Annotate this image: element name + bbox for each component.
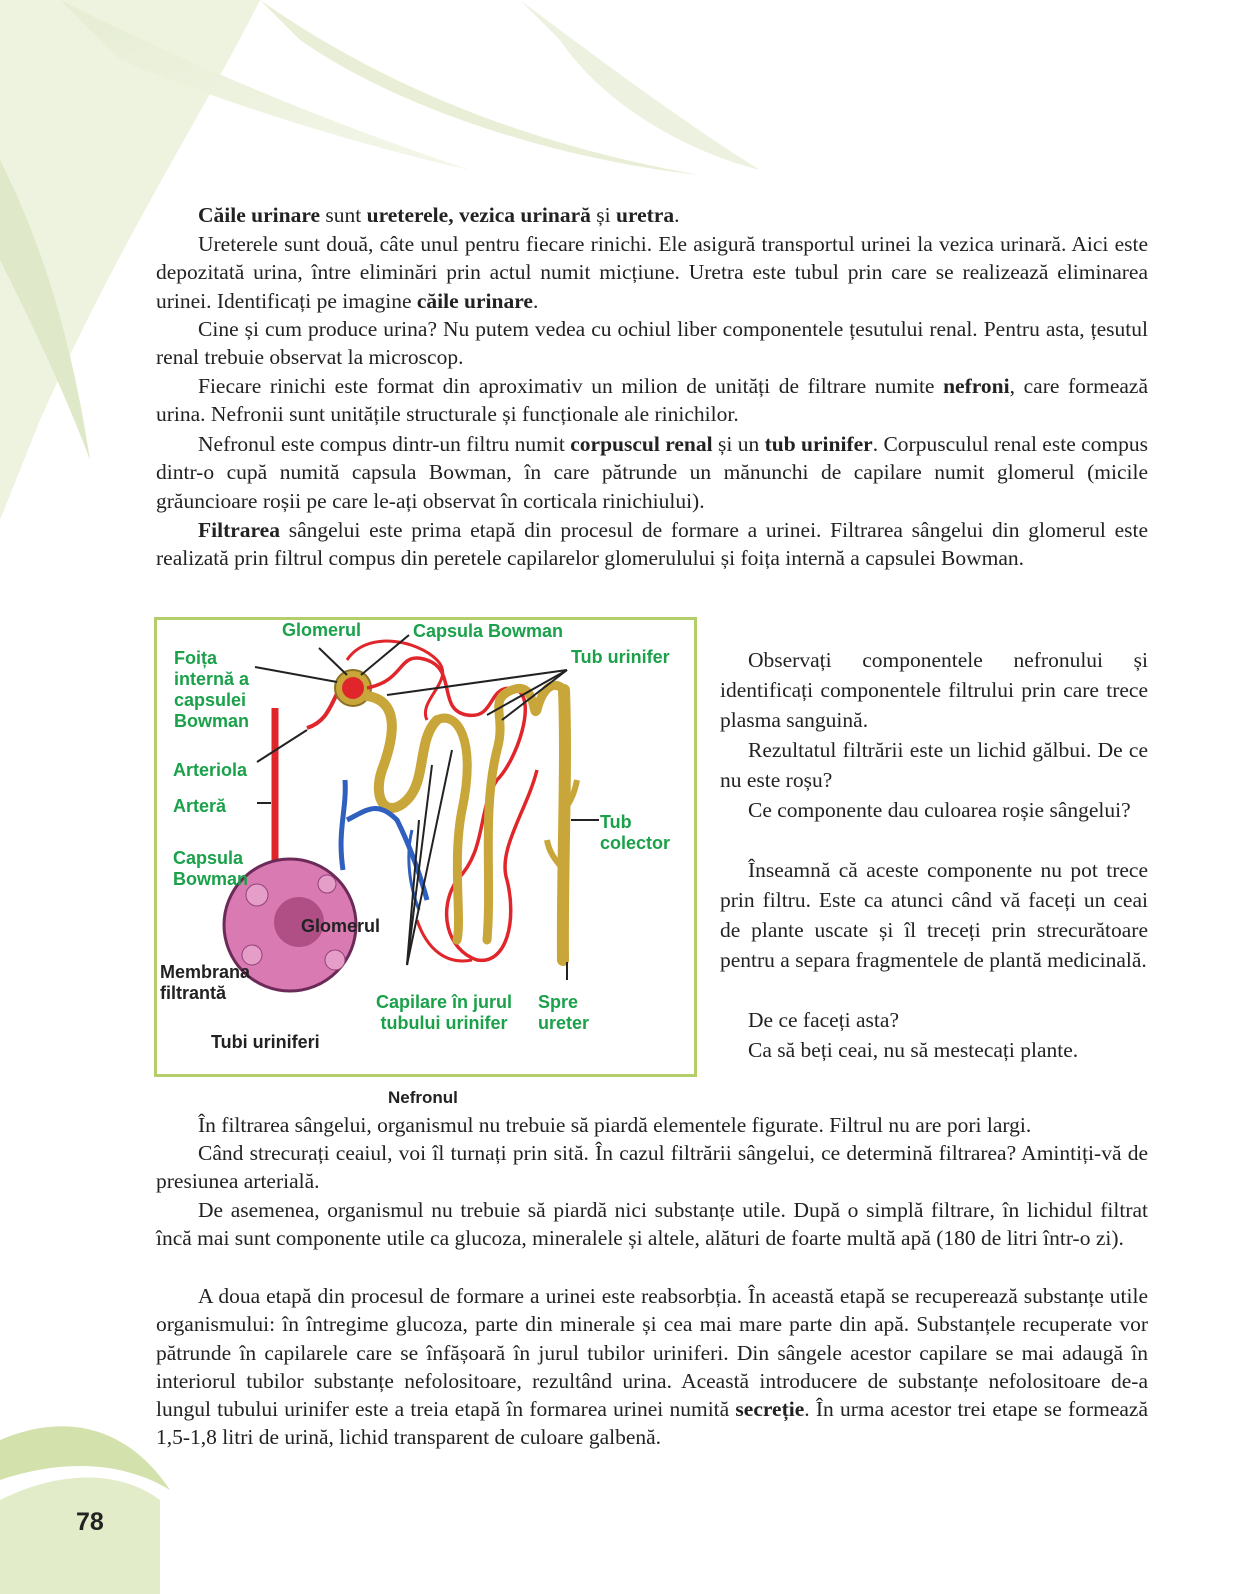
bold-term: Filtrarea [198, 518, 280, 542]
text-run: În filtrarea sângelui, organismul nu trebuie să piardă elementele figurate. Filtrul nu are pori largi. [198, 1113, 1032, 1137]
text-run: Fiecare rinichi este format din aproximativ un milion de unități de filtrare numite [198, 374, 944, 398]
label-tub-urinifer: Tub urinifer [571, 647, 670, 667]
side-paragraph-3 [720, 795, 1148, 825]
side-paragraph-4 [720, 855, 1148, 975]
collecting-duct [563, 690, 565, 960]
text-run: sunt [320, 203, 367, 227]
label-capilare: Capilare în jurul tubului urinifer [376, 992, 513, 1033]
paragraph-nefroni [156, 372, 1148, 429]
paragraph-nefronul [156, 430, 1148, 515]
side-paragraph-5 [720, 1005, 1148, 1035]
nephron-figure [154, 617, 697, 1077]
text-run: , care formează urina. Nefronii sunt unitățile structurale și funcționale ale rinichilor. [156, 374, 1148, 427]
side-paragraph-2 [720, 735, 1148, 795]
text-run: De ce faceți asta? [748, 1008, 899, 1032]
text-run: sângelui este prima etapă din procesul de formare a urinei. Filtrarea sângelui din glomerul este realizată prin filtrul compus din peretele capilarelor glomerulului și foița internă a capsulei Bowman. [156, 518, 1148, 571]
label-glomerul-inset: Glomerul [301, 916, 381, 936]
paragraph-strecurati-ceaiul [156, 1139, 1148, 1196]
text-run: Înseamnă că aceste componente nu pot trece prin filtru. Este ca atunci când vă faceți un ceai de plante uscate și îl treceți prin strecurătoare pentru a separa fragmentele de plantă medicinală. [720, 858, 1148, 972]
label-membrana-filtranta: Membrana filtrantă [160, 962, 251, 1003]
text-run: Rezultatul filtrării este un lichid gălbui. De ce nu este roșu? [720, 738, 1148, 792]
label-capsula-bowman-top: Capsula Bowman [413, 621, 564, 641]
text-run: . [532, 288, 539, 313]
paragraph-cai-urinare [156, 201, 1148, 229]
bold-term: secreție [735, 1397, 805, 1422]
text-run: . Corpusculul renal este compus dintr-o cupă numită capsula Bowman, în care pătrunde un mănunchi de capilare numit glomerul (micile grăuncioare roșii pe care le-ați observat în corticala rinichiului). [156, 432, 1148, 513]
bold-term: corpuscul renal [570, 432, 713, 456]
bold-term: ureterele, vezica urinară [366, 203, 591, 227]
text-run: și un [712, 432, 765, 456]
glomerulus-shape [342, 677, 364, 699]
text-run: Nefronul este compus dintr-un filtru numit [198, 432, 571, 456]
text-run: Când strecurați ceaiul, voi îl turnați prin sită. În cazul filtrării sângelui, ce determină filtrarea? Amintiți-vă de presiunea arterială. [156, 1141, 1148, 1194]
label-glomerul-top: Glomerul [282, 620, 362, 640]
side-paragraph-6 [720, 1035, 1148, 1065]
text-run: Ureterele sunt două, câte unul pentru fiecare rinichi. Ele asigură transportul urinei la vezica urinară. Aici este depozitată urina, între eliminări prin actul numit micțiune. Uretra este tubul prin care se realizează eliminarea urinei. Identificați pe imagine [156, 232, 1148, 313]
bold-term: nefroni [943, 374, 1010, 398]
paragraph-substante-utile [156, 1196, 1148, 1253]
text-run: A doua etapă din procesul de formare a urinei este reabsorbția. În această etapă se recuperează substanțe utile organismului: în întregime glucoza, parte din minerale și cea mai mare parte din apă. Substanțele recuperate vor pătrunde în capilarele care se înfășoară în jurul tubilor uriniferi. Din sângele acestor capilare se mai adaugă în interiorul tubilor substanțe nefolositoare, rezultând urina. Această introducere de substanțe nefolositoare de-a lungul tubului urinifer este a treia etapă în formarea urinei numită [156, 1284, 1148, 1422]
label-tubi-uriniferi: Tubi uriniferi [211, 1032, 320, 1052]
paragraph-filtru-pori [156, 1111, 1148, 1139]
paragraph-cine-produce-urina [156, 315, 1148, 372]
bold-term: Căile urinare [198, 203, 321, 227]
text-run: Cine și cum produce urina? Nu putem vedea cu ochiul liber componentele țesutului renal. Pentru asta, țesutul renal trebuie observat la microscop. [156, 317, 1148, 370]
label-arteriola: Arteriola [173, 760, 248, 780]
label-tub-colector: Tub colector [600, 812, 671, 853]
text-run: Observați componentele nefronului și identificați componentele filtrului prin care trece plasma sanguină. [720, 648, 1148, 732]
text-run: . [674, 203, 680, 227]
paragraph-reabsorbtia [156, 1282, 1148, 1452]
label-capsula-bowman-left: Capsula Bowman [173, 848, 249, 889]
paragraph-filtrarea [156, 516, 1148, 573]
text-run: . În urma acestor trei etape se formează 1,5-1,8 litri de urină, lichid transparent de culoare galbenă. [156, 1397, 1148, 1450]
label-artera: Arteră [173, 796, 227, 816]
text-run: Ce componente dau culoarea roșie sângelui? [748, 798, 1131, 822]
text-run: Ca să beți ceai, nu să mestecați plante. [748, 1038, 1079, 1062]
side-paragraph-1 [720, 645, 1148, 735]
label-foita-interna: Foița internă a capsulei Bowman [174, 648, 250, 731]
bold-term: tub urinifer [764, 432, 873, 456]
text-run: și [590, 203, 616, 227]
label-spre-ureter: Spre ureter [538, 992, 590, 1033]
page-number: 78 [76, 1508, 104, 1536]
paragraph-uretere [156, 230, 1148, 315]
text-run: De asemenea, organismul nu trebuie să piardă nici substanțe utile. După o simplă filtrare, în lichidul filtrat încă mai sunt componente utile ca glucoza, mineralele și altele, alături de foarte multă apă (180 de litri într-o zi). [156, 1198, 1148, 1251]
figure-caption: Nefronul [388, 1088, 458, 1107]
bold-term: căile urinare [416, 288, 533, 313]
bold-term: uretra [616, 203, 675, 227]
